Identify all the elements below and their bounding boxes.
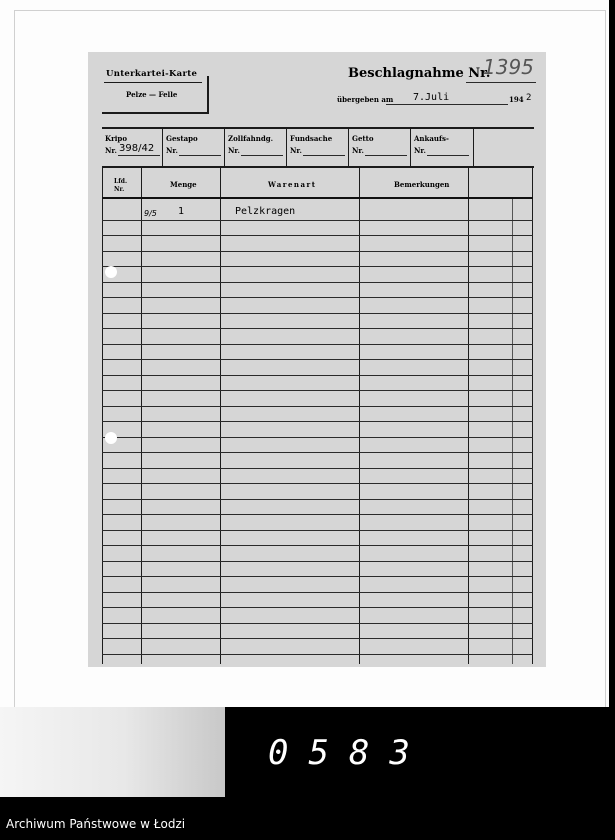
- film-light-edge: [0, 707, 225, 797]
- archive-name: Archiwum Państwowe w Łodzi: [6, 817, 186, 831]
- seizure-number: 1395: [483, 55, 534, 79]
- col-header-menge: Menge: [170, 180, 197, 189]
- menge-value: 1: [178, 206, 185, 217]
- index-card-title: Unterkartei-Karte: [106, 69, 198, 79]
- ref-field-ankauf: Ankaufs- Nr.: [411, 129, 473, 166]
- menge-note: 9/5: [144, 209, 157, 218]
- punch-hole-upper: [105, 266, 117, 278]
- ref-field-getto: Getto Nr.: [349, 129, 409, 166]
- table-row: [102, 199, 533, 218]
- index-card-subtitle: Pelze — Felle: [126, 90, 178, 99]
- col-header-bemerkungen: Bemerkungen: [394, 180, 450, 189]
- handed-over-label: übergeben am: [337, 95, 394, 104]
- seizure-label: Beschlagnahme Nr.: [348, 66, 491, 81]
- col-header-warenart: Warenart: [268, 180, 317, 189]
- index-card-box: [102, 64, 207, 112]
- items-table: [102, 168, 533, 664]
- year-suffix: 2: [526, 93, 532, 103]
- kripo-number: 398/42: [119, 143, 155, 154]
- ref-field-fundsache: Fundsache Nr.: [287, 129, 347, 166]
- ref-field-gestapo: Gestapo Nr.: [163, 129, 223, 166]
- year-prefix: 194: [509, 95, 524, 104]
- ref-field-zollfahndung: Zollfahndg. Nr.: [225, 129, 285, 166]
- col-header-lfd: Lfd. Nr.: [114, 178, 128, 193]
- handed-over-date: 7.Juli: [413, 92, 450, 103]
- punch-hole-lower: [105, 432, 117, 444]
- frame-counter: 0583: [268, 733, 430, 773]
- warenart-value: Pelzkragen: [235, 206, 296, 217]
- document-card: [88, 52, 546, 667]
- ref-field-kripo: Kripo Nr. 398/42: [102, 129, 162, 166]
